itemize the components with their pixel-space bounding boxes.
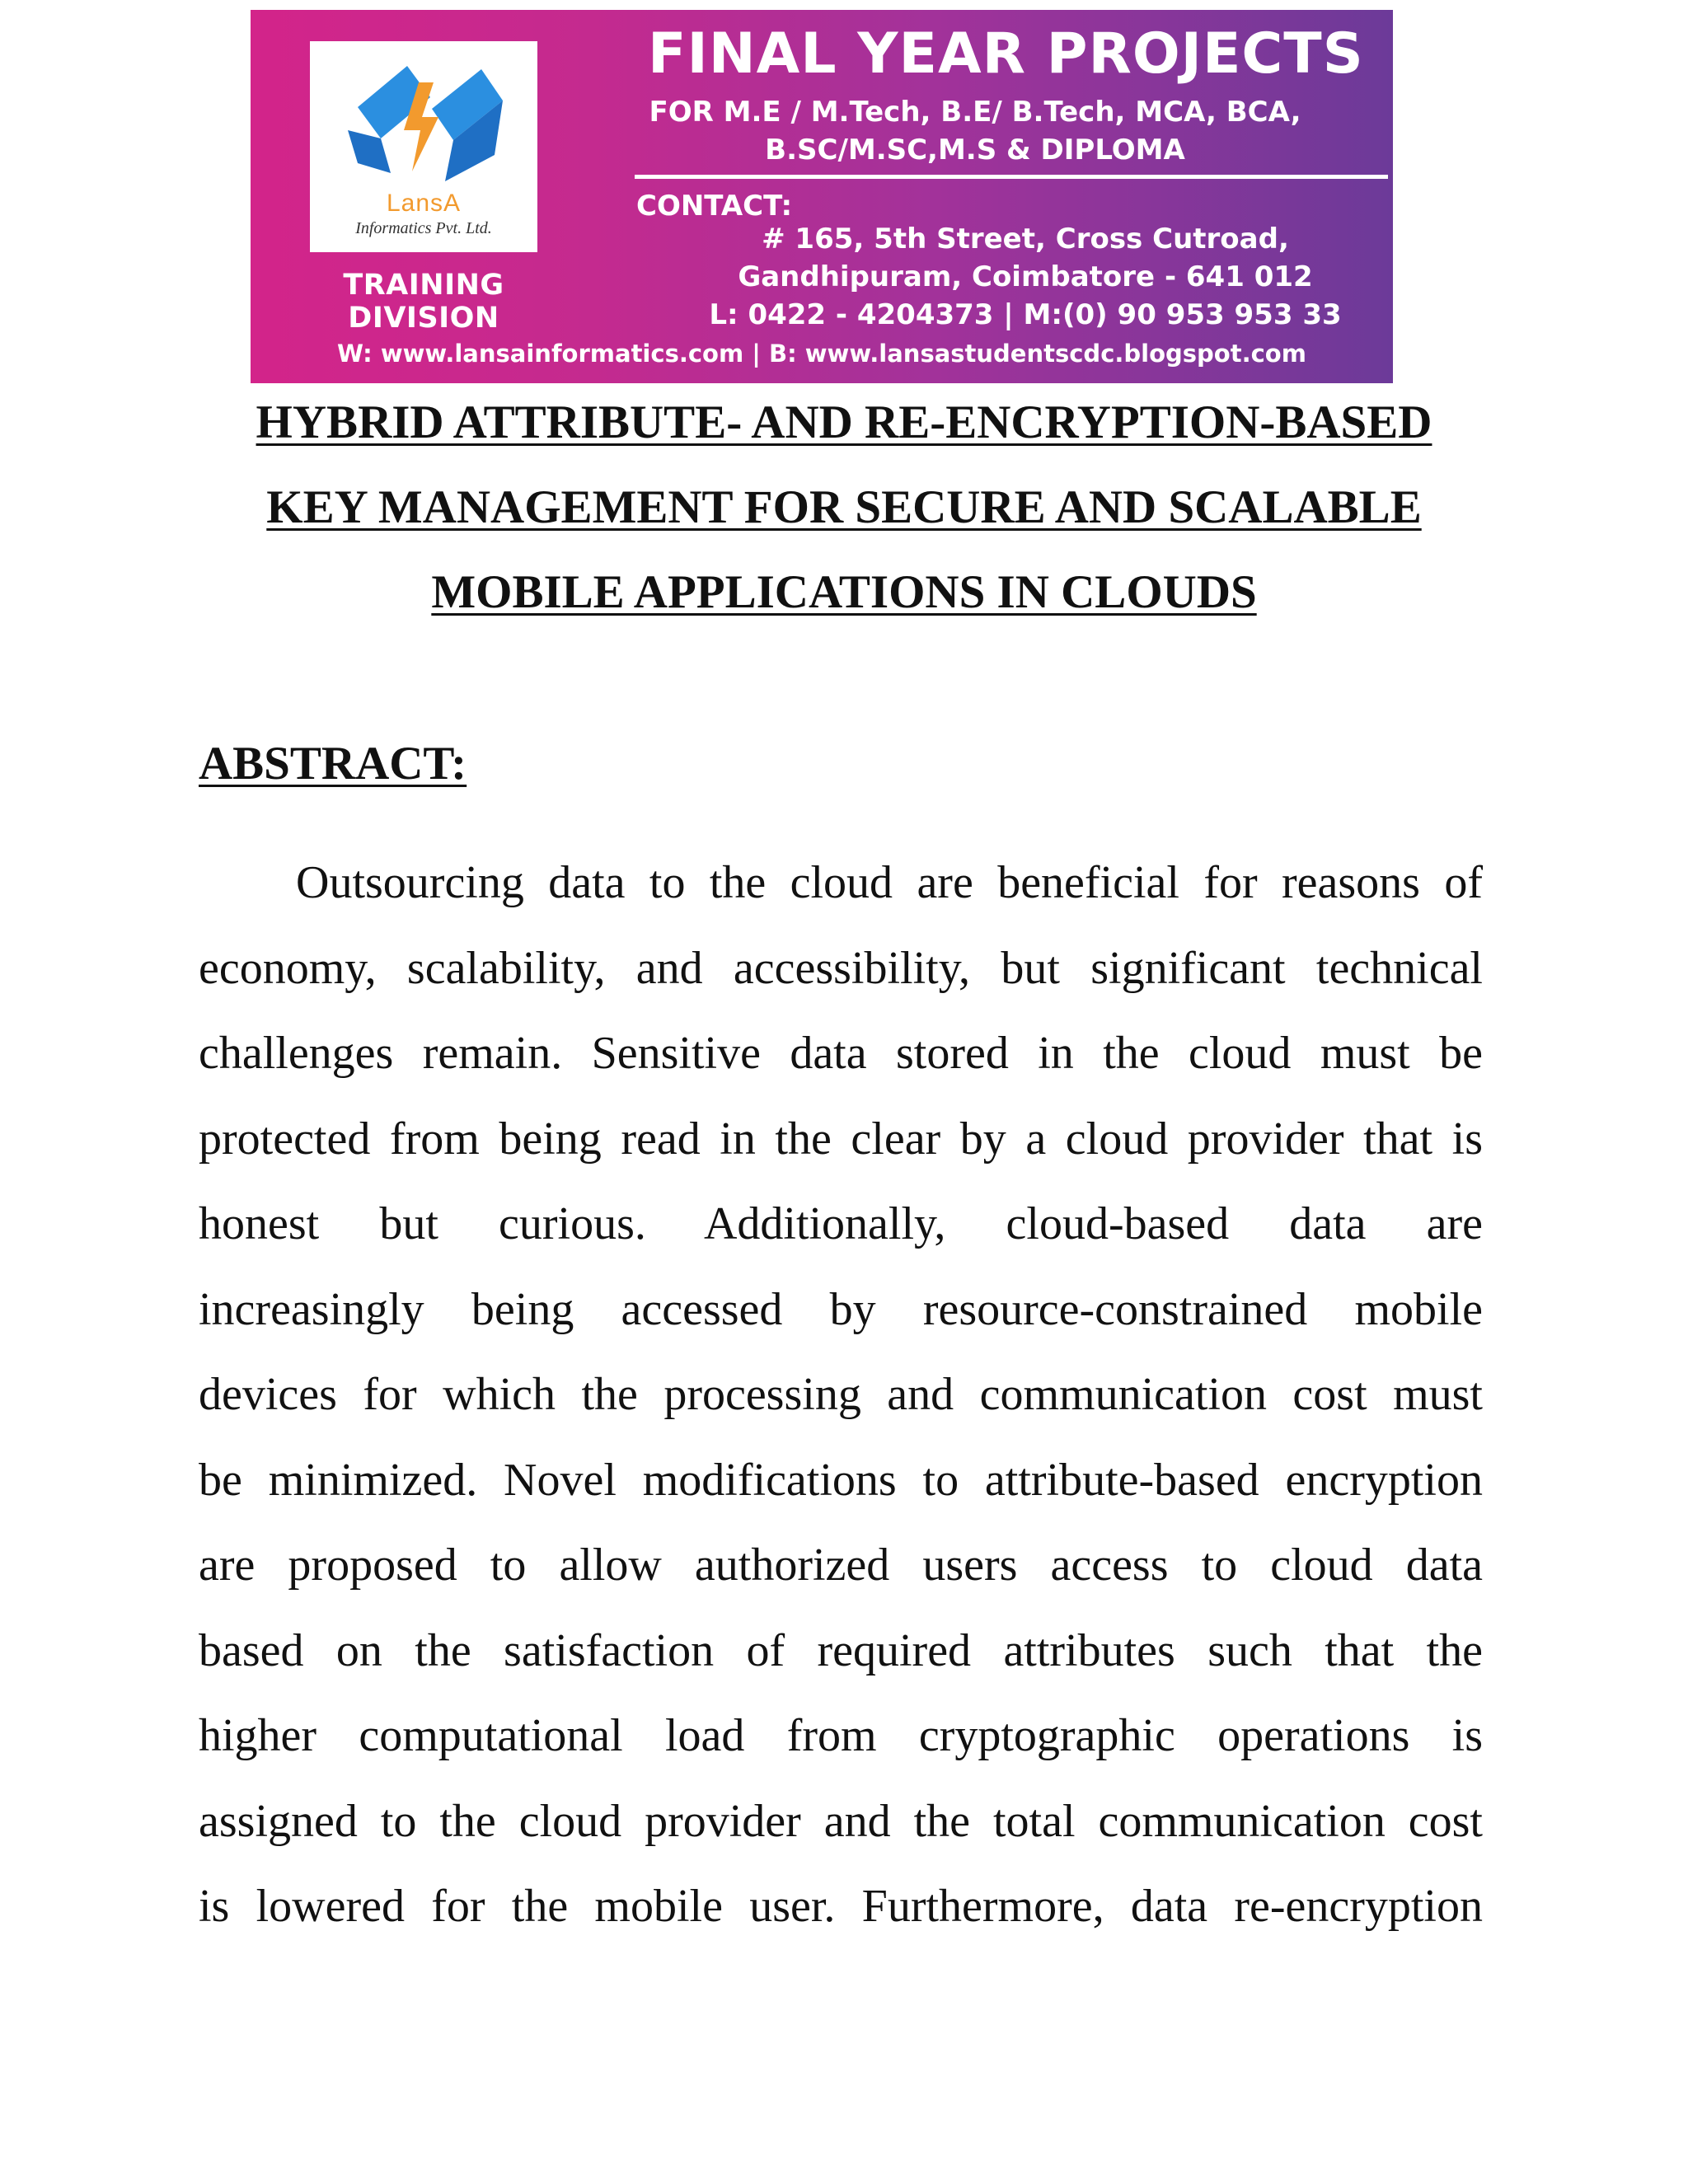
courses-line-2: B.SC/M.SC,M.S & DIPLOMA	[765, 134, 1185, 166]
abstract-line: are proposed to allow authorized users access to cloud data	[199, 1540, 1483, 1591]
training-division-label: TRAINING DIVISION	[343, 269, 504, 335]
abstract-line: higher computational load from cryptographic operations is	[199, 1710, 1483, 1761]
logo-subtitle: Informatics Pvt. Ltd.	[355, 219, 492, 237]
courses-line-1: FOR M.E / M.Tech, B.E/ B.Tech, MCA, BCA,	[649, 96, 1301, 129]
abstract-line: based on the satisfaction of required attributes such that the	[199, 1624, 1483, 1676]
abstract-line: is lowered for the mobile user. Furthermore, data re-encryption	[199, 1881, 1483, 1932]
lansa-logo-icon	[333, 58, 514, 190]
address-line-2: Gandhipuram, Coimbatore - 641 012	[738, 260, 1313, 293]
logo-name: LansA	[386, 190, 462, 217]
contact-label: CONTACT:	[636, 190, 793, 223]
address-line-1: # 165, 5th Street, Cross Cutroad,	[762, 223, 1289, 255]
abstract-heading: ABSTRACT:	[199, 738, 467, 790]
website-line: W: www.lansainformatics.com | B: www.lansastudentscdc.blogspot.com	[337, 340, 1306, 368]
header-banner	[251, 10, 1393, 383]
abstract-line: assigned to the cloud provider and the total communication cost	[199, 1795, 1483, 1847]
abstract-line: devices for which the processing and communication cost must	[199, 1369, 1483, 1420]
phone-line: L: 0422 - 4204373 | M:(0) 90 953 953 33	[709, 298, 1342, 331]
banner-divider	[635, 175, 1388, 179]
document-title-line-3: MOBILE APPLICATIONS IN CLOUDS	[431, 566, 1257, 618]
abstract-line: challenges remain. Sensitive data stored in the cloud must be	[199, 1028, 1483, 1079]
abstract-paragraph	[199, 841, 1483, 1950]
abstract-line: honest but curious. Additionally, cloud-based data are	[199, 1198, 1483, 1249]
company-logo	[310, 41, 537, 252]
abstract-line: increasingly being accessed by resource-constrained mobile	[199, 1283, 1483, 1335]
document-title-line-1: HYBRID ATTRIBUTE- AND RE-ENCRYPTION-BASED	[256, 396, 1432, 448]
abstract-line: protected from being read in the clear by a cloud provider that is	[199, 1113, 1483, 1165]
document-title-line-2: KEY MANAGEMENT FOR SECURE AND SCALABLE	[266, 481, 1422, 533]
abstract-line: economy, scalability, and accessibility, but significant technical	[199, 942, 1483, 994]
abstract-line: be minimized. Novel modifications to attribute-based encryption	[199, 1454, 1483, 1506]
abstract-line: Outsourcing data to the cloud are beneficial for reasons of	[296, 857, 1483, 908]
banner-title: FINAL YEAR PROJECTS	[648, 21, 1364, 87]
